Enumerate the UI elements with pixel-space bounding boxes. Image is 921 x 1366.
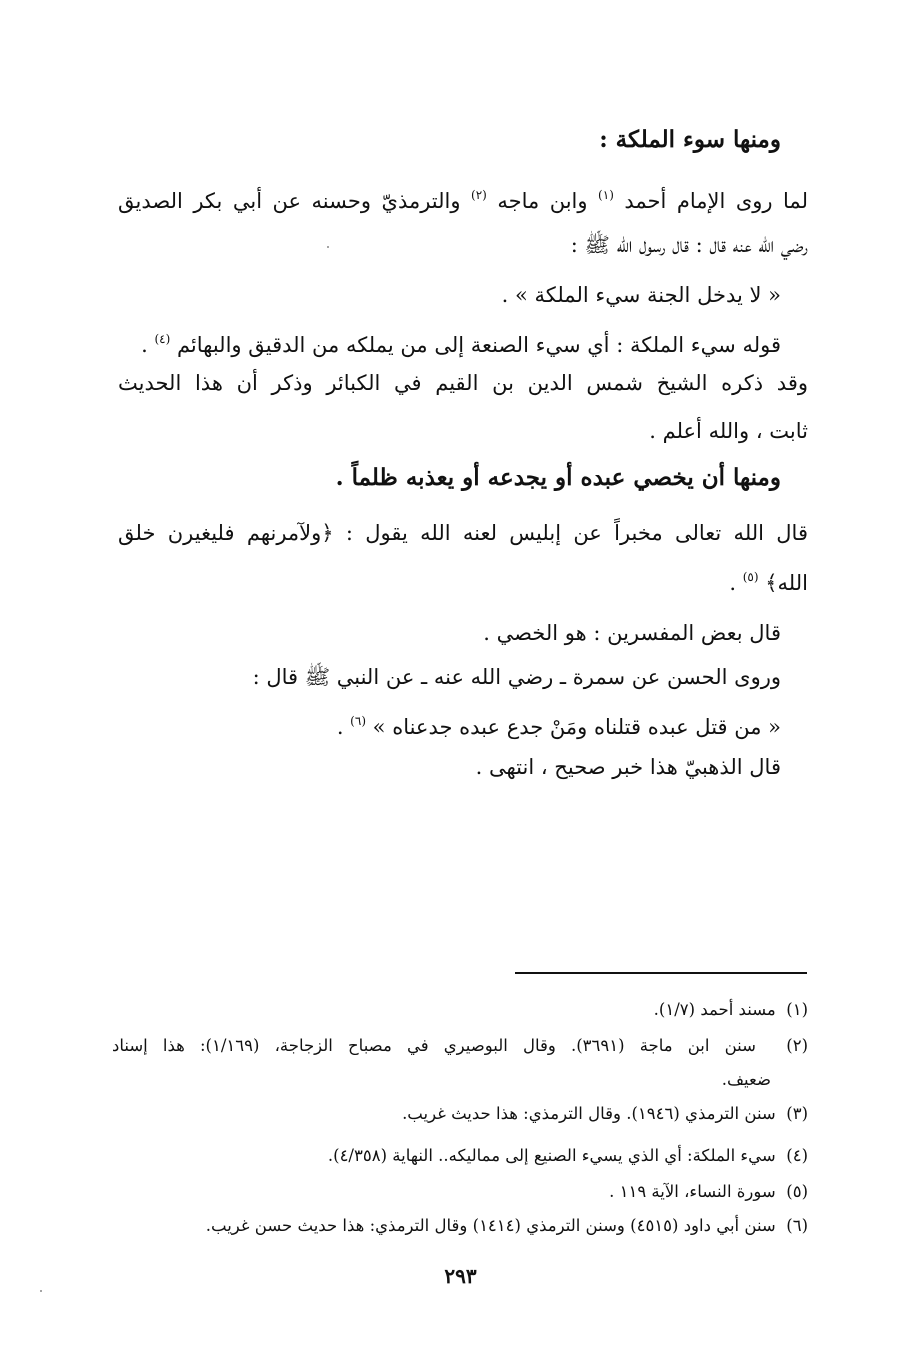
footnote-number: (١) [786,1000,808,1019]
footnote-text: سورة النساء، الآية ١١٩ . [609,1182,776,1201]
text-span: . [336,715,351,739]
footnote-ref: (٦) [350,714,366,728]
footnote-number: (٦) [786,1216,808,1235]
paragraph-line: قال الله تعالى مخبراً عن إبليس لعنه الله يقول : ﴿ولآمرنهم فليغيرن خلق [118,521,808,545]
footnote-text: سنن ابن ماجة (٣٦٩١). وقال البوصيري في مصباح الزجاجة، (١/١٦٩): هذا إسناد [112,1036,756,1055]
footnote-number: (٣) [786,1104,808,1123]
footnote-divider [515,972,807,974]
footnote-2 [112,1034,808,1058]
text-span: « من قتل عبده قتلناه ومَنْ جدع عبده جدعناه » [366,715,781,739]
paragraph-line: قال بعض المفسرين : هو الخصي . [483,621,781,645]
scan-speck [40,1290,42,1292]
text-span: . [141,333,155,357]
footnote-number: (٥) [786,1182,808,1201]
text-span: والترمذيّ وحسنه عن أبي بكر الصديق [118,189,472,213]
footnote-ref: (٥) [742,570,759,584]
footnote-5 [609,1180,808,1204]
footnote-1 [654,998,808,1022]
paragraph-line [729,562,808,598]
footnote-3 [402,1102,808,1126]
footnote-text: سنن أبي داود (٤٥١٥) وسنن الترمذي (١٤١٤) وقال الترمذي: هذا حديث حسن غريب. [205,1216,776,1235]
paragraph-line: ثابت ، والله أعلم . [649,419,808,443]
text-span: الله﴾ [758,571,808,595]
hadith-quote: « لا يدخل الجنة سيء الملكة » . [501,283,781,307]
footnote-ref: (٤) [154,332,171,346]
paragraph-line: وقد ذكره الشيخ شمس الدين بن القيم في الكبائر وذكر أن هذا الحديث [118,371,808,395]
footnote-6 [206,1214,808,1238]
paragraph-line: وروى الحسن عن سمرة ـ رضي الله عنه ـ عن النبي ﷺ قال : [252,665,781,689]
footnote-4 [328,1144,808,1168]
section-heading-castration: ومنها أن يخصي عبده أو يجدعه أو يعذبه ظلماً . [335,464,781,491]
footnote-2-continuation: ضعيف. [721,1070,771,1089]
section-heading-bad-ownership: ومنها سوء الملكة : [599,126,781,153]
text-span: لما روى الإمام أحمد [613,189,808,213]
text-span: . [729,571,743,595]
page-number: ٢٩٣ [444,1264,477,1288]
text-span: وابن ماجه [486,189,599,213]
hadith-quote [337,706,781,742]
footnote-text: سنن الترمذي (١٩٤٦). وقال الترمذي: هذا حديث غريب. [402,1104,776,1123]
footnote-ref: (٢) [471,188,487,202]
footnote-number: (٤) [786,1146,808,1165]
paragraph-line: قال الذهبيّ هذا خبر صحيح ، انتهى . [475,755,781,779]
scan-speck [327,246,329,248]
footnote-number: (٢) [786,1036,809,1055]
footnote-text: مسند أحمد (١/٧). [653,1000,776,1019]
footnote-text: سيء الملكة: أي الذي يسيء الصنيع إلى مماليكه.. النهاية (٤/٣٥٨). [327,1146,776,1165]
paragraph-line [118,180,808,216]
paragraph-line: رضي الله عنه قال : قال رسول الله ﷺ : [570,233,808,257]
explanation-line [141,324,781,360]
footnote-ref: (١) [598,188,614,202]
text-span: قوله سيء الملكة : أي سيء الصنعة إلى من يملكه من الدقيق والبهائم [170,333,781,357]
